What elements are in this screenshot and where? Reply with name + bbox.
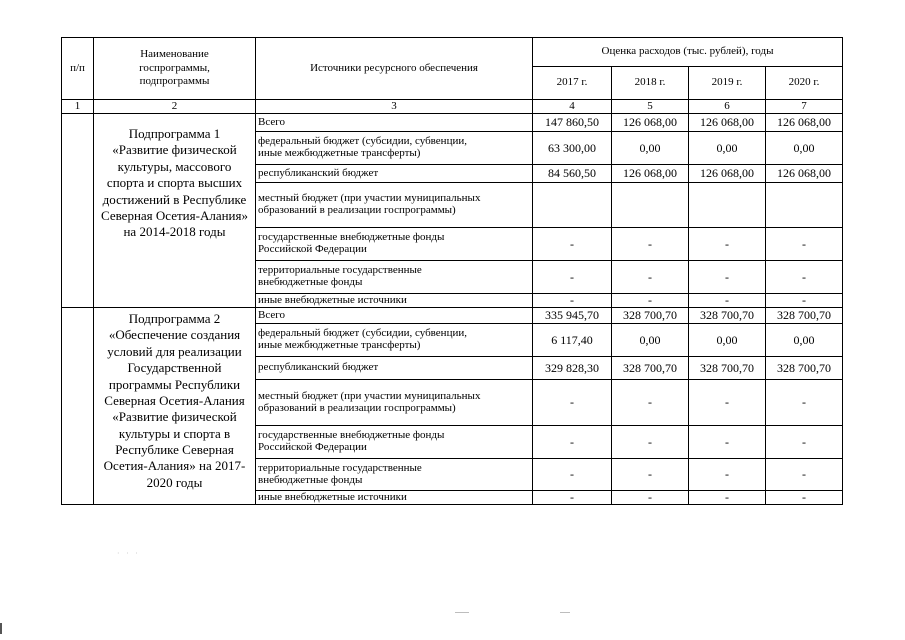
value-cell [766,183,843,228]
value-cell: - [612,426,689,459]
scan-dash [560,612,570,613]
row-index-cell [62,308,94,505]
value-cell: - [766,491,843,505]
value-cell: - [689,491,766,505]
value-cell: 126 068,00 [689,165,766,183]
value-cell: - [612,459,689,491]
value-cell: 335 945,70 [533,308,612,324]
header-name: Наименование госпрограммы, подпрограммы [94,38,256,100]
source-cell: территориальные государственные внебюджетные фонды [256,459,533,491]
value-cell: 0,00 [689,324,766,357]
header-costs: Оценка расходов (тыс. рублей), годы [533,38,843,67]
value-cell: 126 068,00 [766,165,843,183]
value-cell: 0,00 [689,132,766,165]
value-cell: 0,00 [612,324,689,357]
program-name-2: Подпрограмма 2 «Обеспечение создания условий для реализации Государственной программы Республики Северная Осетия-Алания «Развитие физической культуры и спорта в Республике Северная Осетия-Алания» на 2017- 2020 годы [94,308,256,505]
column-number: 1 [62,100,94,114]
value-cell [689,183,766,228]
value-cell: 147 860,50 [533,114,612,132]
header-year: 2020 г. [766,67,843,100]
source-cell: республиканский бюджет [256,165,533,183]
header-sources: Источники ресурсного обеспечения [256,38,533,100]
column-number: 3 [256,100,533,114]
value-cell: - [766,426,843,459]
value-cell: 63 300,00 [533,132,612,165]
value-cell: 6 117,40 [533,324,612,357]
source-cell: иные внебюджетные источники [256,294,533,308]
source-cell: государственные внебюджетные фонды Российской Федерации [256,228,533,261]
header-year: 2017 г. [533,67,612,100]
table-row [62,308,843,324]
value-cell: 328 700,70 [612,308,689,324]
value-cell: - [689,426,766,459]
source-cell: местный бюджет (при участии муниципальных образований в реализации госпрограммы) [256,380,533,426]
source-cell: федеральный бюджет (субсидии, субвенции, иные межбюджетные трансферты) [256,132,533,165]
value-cell: - [533,491,612,505]
value-cell: - [612,261,689,294]
value-cell: - [689,228,766,261]
source-cell: Всего [256,114,533,132]
value-cell: - [689,294,766,308]
scan-dash [455,612,469,613]
value-cell: - [612,380,689,426]
header-year: 2018 г. [612,67,689,100]
row-index-cell [62,114,94,308]
value-cell: 328 700,70 [689,357,766,380]
value-cell: 0,00 [612,132,689,165]
value-cell: - [612,491,689,505]
value-cell: 328 700,70 [612,357,689,380]
column-number: 2 [94,100,256,114]
value-cell: - [612,228,689,261]
value-cell: - [766,228,843,261]
source-cell: иные внебюджетные источники [256,491,533,505]
resource-table [61,37,843,505]
value-cell: 0,00 [766,132,843,165]
value-cell: - [689,380,766,426]
value-cell: - [533,426,612,459]
value-cell: - [766,459,843,491]
source-cell: республиканский бюджет [256,357,533,380]
value-cell: 329 828,30 [533,357,612,380]
value-cell [533,183,612,228]
value-cell: - [533,380,612,426]
value-cell: - [612,294,689,308]
column-number: 6 [689,100,766,114]
page-edge-mark [0,623,2,634]
column-number: 4 [533,100,612,114]
source-cell: Всего [256,308,533,324]
value-cell: - [766,294,843,308]
value-cell: 126 068,00 [689,114,766,132]
value-cell: - [533,261,612,294]
table-row [62,114,843,132]
value-cell: 126 068,00 [766,114,843,132]
value-cell: 126 068,00 [612,114,689,132]
value-cell: 84 560,50 [533,165,612,183]
value-cell: 328 700,70 [689,308,766,324]
value-cell: 328 700,70 [766,357,843,380]
column-number: 5 [612,100,689,114]
header-year: 2019 г. [689,67,766,100]
source-cell: местный бюджет (при участии муниципальных образований в реализации госпрограммы) [256,183,533,228]
value-cell [612,183,689,228]
program-name-1: Подпрограмма 1 «Развитие физической культуры, массового спорта и спорта высших достижений в Республике Северная Осетия-Алания» на 2014-2018 годы [94,114,256,308]
column-number: 7 [766,100,843,114]
value-cell: - [689,261,766,294]
value-cell: 328 700,70 [766,308,843,324]
source-cell: территориальные государственные внебюджетные фонды [256,261,533,294]
value-cell: - [533,228,612,261]
value-cell: - [766,261,843,294]
header-index: п/п [62,38,94,100]
value-cell: 126 068,00 [612,165,689,183]
value-cell: 0,00 [766,324,843,357]
value-cell: - [689,459,766,491]
scan-speck: · · · [117,549,140,558]
value-cell: - [533,459,612,491]
source-cell: государственные внебюджетные фонды Российской Федерации [256,426,533,459]
value-cell: - [766,380,843,426]
value-cell: - [533,294,612,308]
source-cell: федеральный бюджет (субсидии, субвенции, иные межбюджетные трансферты) [256,324,533,357]
